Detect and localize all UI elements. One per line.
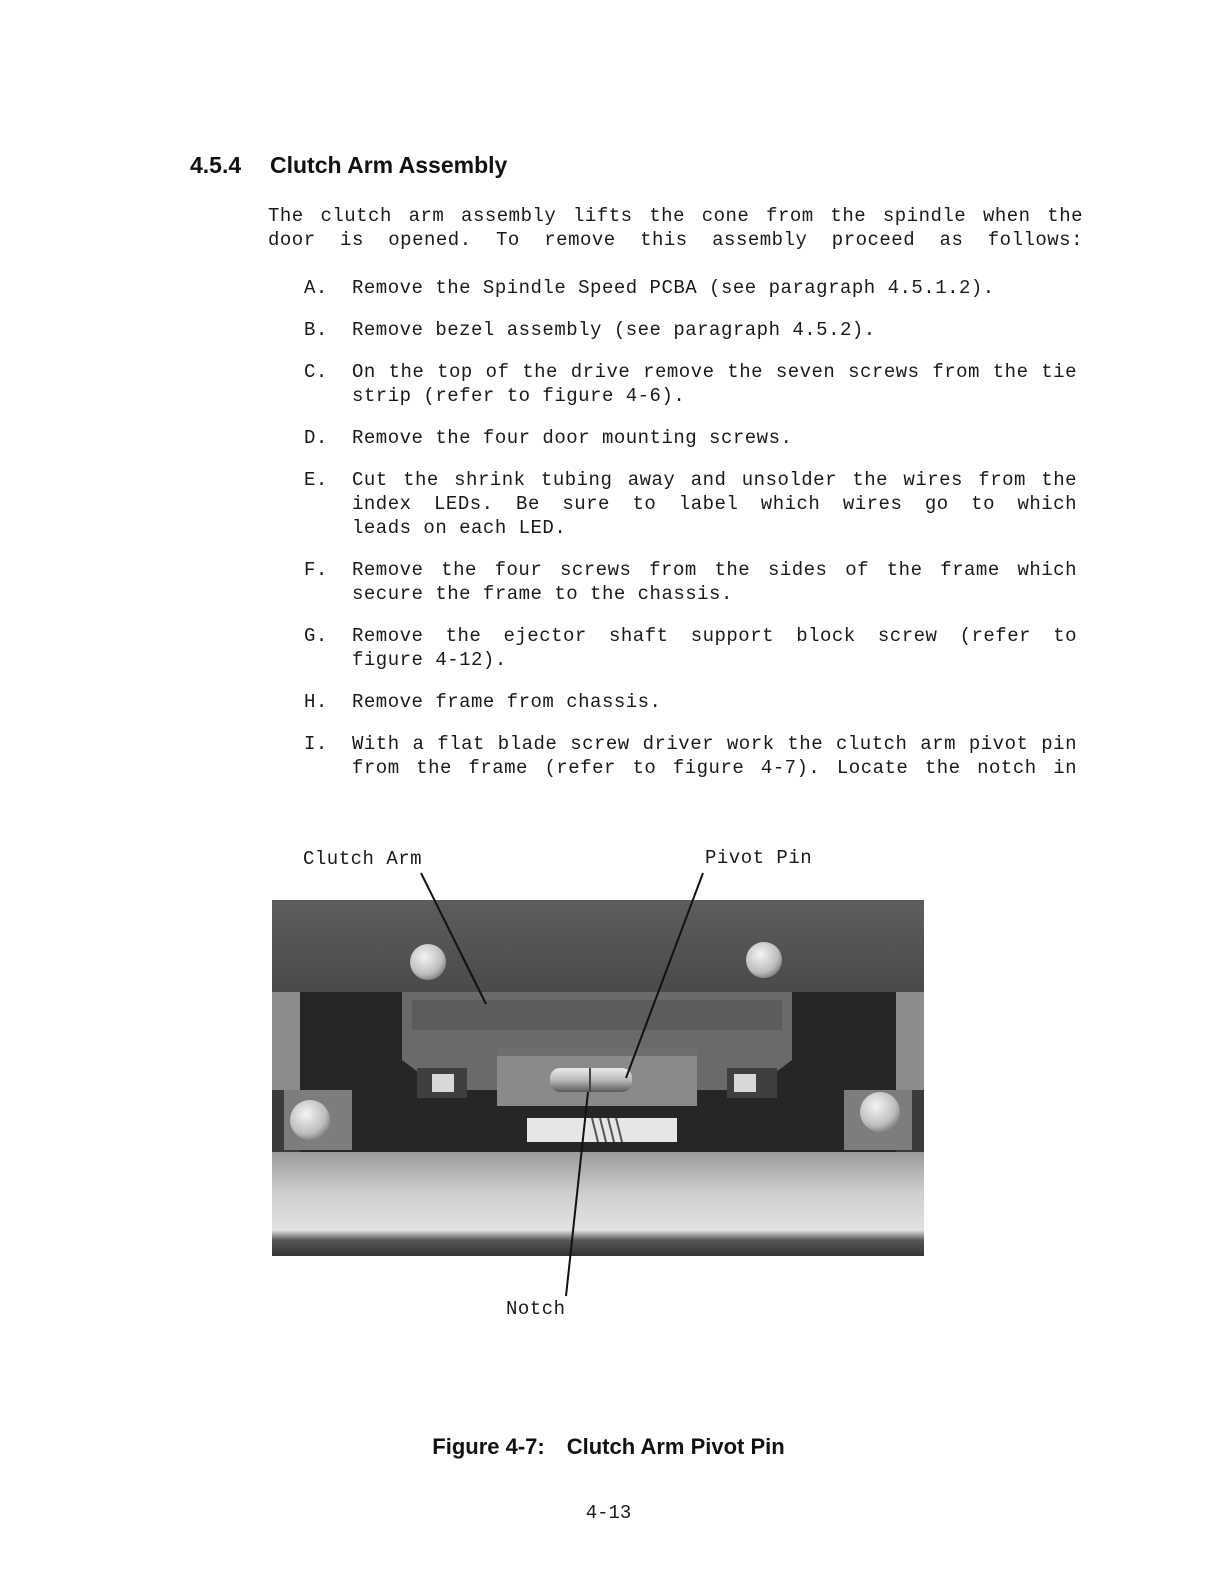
figure-caption-number: Figure 4-7:: [432, 1434, 545, 1459]
step-text: Cut the shrink tubing away and unsolder the wires from the: [352, 469, 1077, 491]
step-text: Remove the Spindle Speed PCBA (see paragraph 4.5.1.2).: [352, 277, 995, 299]
page-number: 4-13: [585, 1502, 632, 1524]
figure-caption-title: Clutch Arm Pivot Pin: [566, 1434, 785, 1459]
callout-clutch-arm: Clutch Arm: [303, 848, 423, 870]
figure-caption: [0, 1434, 1217, 1460]
step-letter: D.: [304, 427, 328, 449]
step-text: With a flat blade screw driver work the clutch arm pivot pin: [352, 733, 1077, 755]
step-text: from the frame (refer to figure 4-7). Locate the notch in: [352, 757, 1077, 779]
notch-leader-line: [566, 1092, 588, 1296]
intro-line: door is opened. To remove this assembly proceed as follows:: [268, 229, 1083, 251]
step-letter: A.: [304, 277, 328, 299]
step-text: figure 4-12).: [352, 649, 507, 671]
step-text: Remove bezel assembly (see paragraph 4.5.2).: [352, 319, 876, 341]
callout-notch: Notch: [506, 1298, 566, 1320]
step-letter: I.: [304, 733, 328, 755]
step-letter: B.: [304, 319, 328, 341]
pivot-pin-leader-line: [626, 873, 703, 1078]
step-letter: C.: [304, 361, 328, 383]
step-text: Remove frame from chassis.: [352, 691, 662, 713]
step-letter: E.: [304, 469, 328, 491]
intro-line: The clutch arm assembly lifts the cone from the spindle when the: [268, 205, 1083, 227]
section-number: 4.5.4: [190, 152, 242, 178]
step-text: leads on each LED.: [352, 517, 567, 539]
step-letter: G.: [304, 625, 328, 647]
step-text: index LEDs. Be sure to label which wires go to which: [352, 493, 1077, 515]
clutch-arm-leader-line: [421, 873, 486, 1004]
step-text: On the top of the drive remove the seven screws from the tie: [352, 361, 1077, 383]
step-text: Remove the four screws from the sides of the frame which: [352, 559, 1077, 581]
step-text: Remove the four door mounting screws.: [352, 427, 793, 449]
step-text: Remove the ejector shaft support block screw (refer to: [352, 625, 1077, 647]
step-letter: F.: [304, 559, 328, 581]
step-letter: H.: [304, 691, 328, 713]
step-text: secure the frame to the chassis.: [352, 583, 733, 605]
step-text: strip (refer to figure 4-6).: [352, 385, 686, 407]
callout-pivot-pin: Pivot Pin: [705, 847, 813, 869]
section-title: Clutch Arm Assembly: [270, 152, 508, 178]
